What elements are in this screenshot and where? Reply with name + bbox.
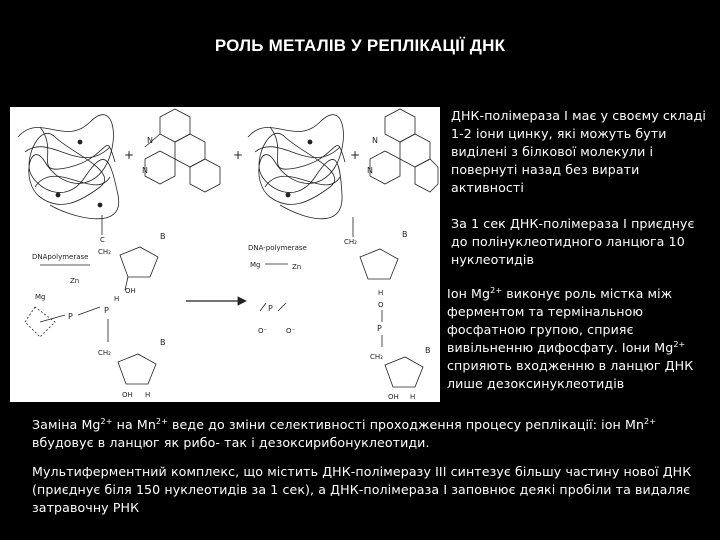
svg-text:O⁻: O⁻	[286, 327, 296, 335]
svg-text:Zn: Zn	[70, 277, 80, 285]
plus-sign: +	[350, 148, 361, 162]
page-title: РОЛЬ МЕТАЛІВ У РЕПЛІКАЦІЇ ДНК	[214, 36, 506, 55]
svg-text:CH₂: CH₂	[98, 349, 111, 357]
multienzyme-complex-paragraph: Мультиферментний комплекс, що містить ДНК-полімеразу ІІІ синтезує більшу частину нової ДНК (приєднує біля 150 нуклеотидів за 1 сек), а ДНК-полімераза І заповнює деякі пробіли та видаляє затравочну РНК	[32, 464, 692, 515]
plus-sign: +	[233, 148, 244, 162]
svg-text:H: H	[378, 289, 384, 297]
phenanthroline-right	[367, 109, 438, 192]
svg-text:OH: OH	[122, 391, 133, 399]
svg-text:DNA-polymerase: DNA-polymerase	[248, 244, 307, 252]
svg-text:N: N	[367, 166, 373, 175]
svg-text:N: N	[147, 136, 153, 145]
reaction-scheme-drawing	[10, 107, 440, 402]
svg-text:N: N	[142, 166, 148, 175]
svg-text:B: B	[160, 232, 166, 241]
svg-text:OH: OH	[388, 393, 399, 401]
svg-text:OH: OH	[125, 287, 136, 295]
svg-text:Mg: Mg	[250, 261, 261, 269]
plus-sign: +	[124, 148, 135, 162]
svg-text:O⁻: O⁻	[258, 327, 268, 335]
svg-text:CH₂: CH₂	[344, 238, 357, 246]
protein-tangle-right	[248, 115, 345, 219]
magnesium-role-paragraph: Іон $Mg^{2+}$ виконує роль містка між ферментом та термінальною фосфатною групою, сприяє вивільненню дифосфату. Іони $Mg^{2+}$ сприяють входженню в ланцюг ДНК лише дезоксинуклеотидів	[447, 285, 694, 391]
svg-text:CH₂: CH₂	[98, 248, 111, 256]
svg-text:N: N	[372, 136, 378, 145]
product-complex	[248, 217, 431, 401]
svg-text:B: B	[402, 230, 408, 239]
reaction-scheme-figure	[10, 107, 440, 402]
protein-tangle-left	[18, 115, 119, 219]
manganese-substitution-paragraph: Заміна $Mg^{2+}$ на $Mn^{2+}$ веде до зміни селективності проходження процесу реплікації: іон $Mn^{2+}$ вбудовує в ланцюг як рибо- так і дезоксирибонуклеотиди.	[32, 416, 657, 450]
svg-text:H: H	[145, 391, 151, 399]
svg-text:Mg: Mg	[35, 293, 46, 301]
svg-text:P: P	[104, 306, 109, 315]
svg-text:P: P	[377, 324, 382, 333]
zinc-ions-paragraph: ДНК-полімераза І має у своєму складі 1-2 іони цинку, які можуть бути виділені з білкової молекули і повернуті назад без вирати активності	[451, 108, 706, 195]
svg-text:B: B	[160, 338, 166, 347]
svg-text:O: O	[378, 301, 384, 309]
svg-text:P: P	[268, 304, 273, 313]
svg-text:CH₂: CH₂	[370, 353, 383, 361]
svg-text:H: H	[410, 393, 416, 401]
svg-text:Zn: Zn	[292, 263, 302, 271]
svg-text:B: B	[425, 346, 431, 355]
svg-text:H: H	[114, 295, 120, 303]
enzyme-substrate-complex	[25, 215, 166, 399]
svg-text:DNApolymerase: DNApolymerase	[32, 253, 89, 261]
svg-text:C: C	[100, 236, 105, 244]
phenanthroline-left	[142, 109, 220, 192]
reaction-arrow	[186, 297, 246, 305]
rate-paragraph: За 1 сек ДНК-полімераза І приєднує до полінуклеотидного ланцюга 10 нуклеотидів	[451, 216, 695, 267]
svg-text:P: P	[68, 312, 73, 321]
